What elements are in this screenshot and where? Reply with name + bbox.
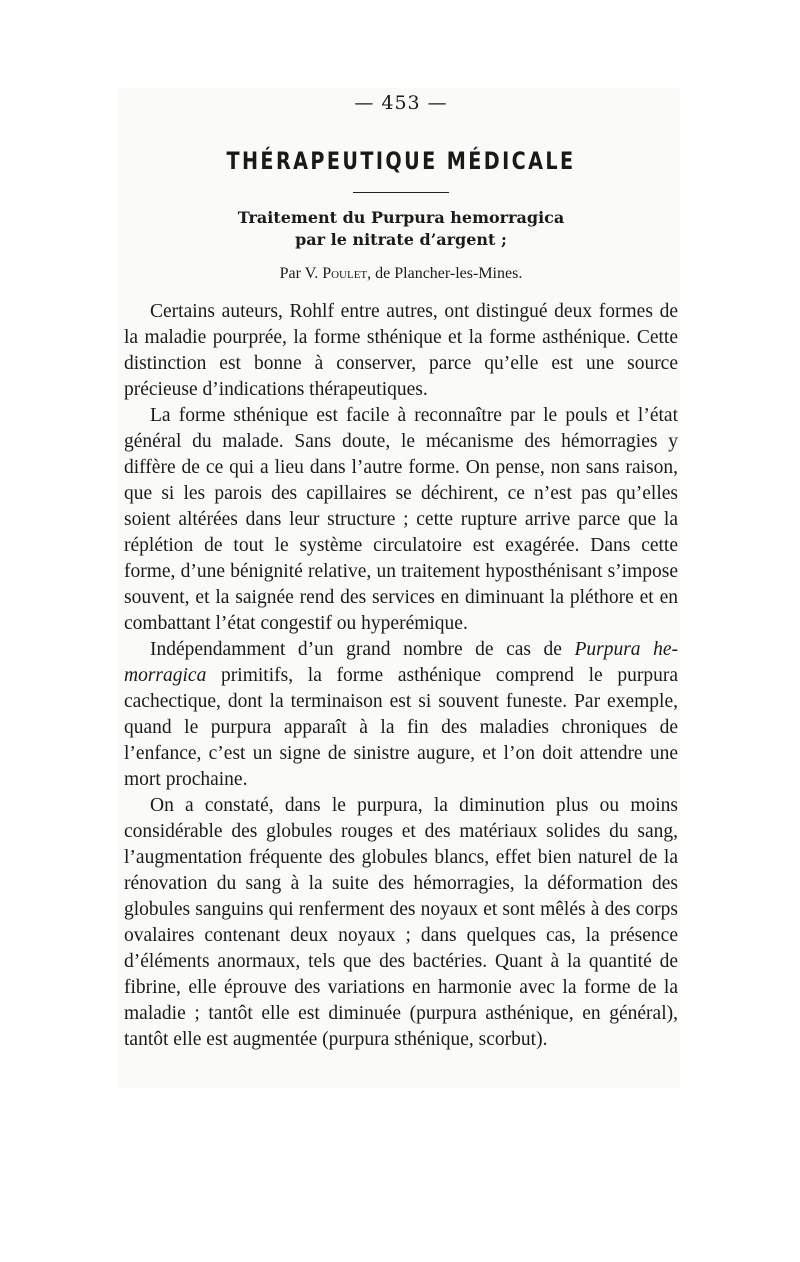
paragraph-3-italic: Purpura hemorragica bbox=[124, 639, 678, 686]
byline-author: Poulet bbox=[322, 265, 368, 282]
byline-suffix: , de Plancher-les-Mines. bbox=[367, 265, 523, 282]
body-paragraph-1: Certains auteurs, Rohlf entre autres, ont distingué deux formes de la maladie pourprée, la forme sthénique et la forme asthénique. Cette distinction est bonne à conserver, parce qu’elle est une source précieuse d’indications thérapeutiques. bbox=[124, 301, 678, 400]
page-number: — 453 — bbox=[354, 92, 448, 114]
paragraph-3-before: Indépendamment d’un grand nombre de cas de bbox=[150, 639, 575, 660]
body-paragraph-3 bbox=[124, 637, 678, 793]
article-title-line2: par le nitrate d’argent ; bbox=[295, 230, 507, 249]
title-divider bbox=[353, 192, 449, 193]
article-title-line1: Traitement du Purpura hemorragica bbox=[237, 208, 565, 227]
byline-prefix: Par V. bbox=[279, 265, 323, 282]
body-paragraph-4: On a constaté, dans le purpura, la diminution plus ou moins considérable des globules rouges et des matériaux solides du sang, l’augmentation fréquente des globules blancs, effet bien naturel de la rénovation du sang à la suite des hémorragies, la déformation des globules sanguins qui renferment des noyaux et sont mêlés à des corps ovalaires contenant deux noyaux ; dans quelques cas, la présence d’éléments anormaux, tels que des bactéries. Quant à la quantité de fibrine, elle éprouve des variations en harmonie avec la forme de la maladie ; tantôt elle est diminuée (purpura asthénique, en général), tantôt elle est augmentée (purpura sthénique, scorbut). bbox=[124, 795, 678, 1050]
section-title: THÉRAPEUTIQUE MÉDICALE bbox=[226, 147, 576, 175]
paragraph-3-after: primitifs, la forme asthénique comprend le purpura cachectique, dont la terminaison est si souvent funeste. Par exemple, quand le purpura apparaît à la fin des maladies chroniques de l’enfance, c’est un signe de sinistre augure, et l’on doit attendre une mort prochaine. bbox=[124, 665, 678, 790]
page-content bbox=[124, 88, 678, 1053]
byline bbox=[124, 263, 678, 285]
article-title bbox=[124, 207, 678, 251]
body-paragraph-2: La forme sthénique est facile à reconnaître par le pouls et l’état général du malade. Sans doute, le mécanisme des hémorragies y diffère de ce qui a lieu dans l’autre forme. On pense, non sans raison, que si les parois des capillaires se déchirent, ce n’est pas qu’elles soient altérées dans leur structure ; cette rupture arrive parce que la réplétion de tout le système circulatoire est exagérée. Dans cette forme, d’une bénignité relative, un traitement hyposthénisant s’impose souvent, et la saignée rend des services en diminuant la pléthore et en combattant l’état congestif ou hyperémique. bbox=[124, 405, 678, 634]
